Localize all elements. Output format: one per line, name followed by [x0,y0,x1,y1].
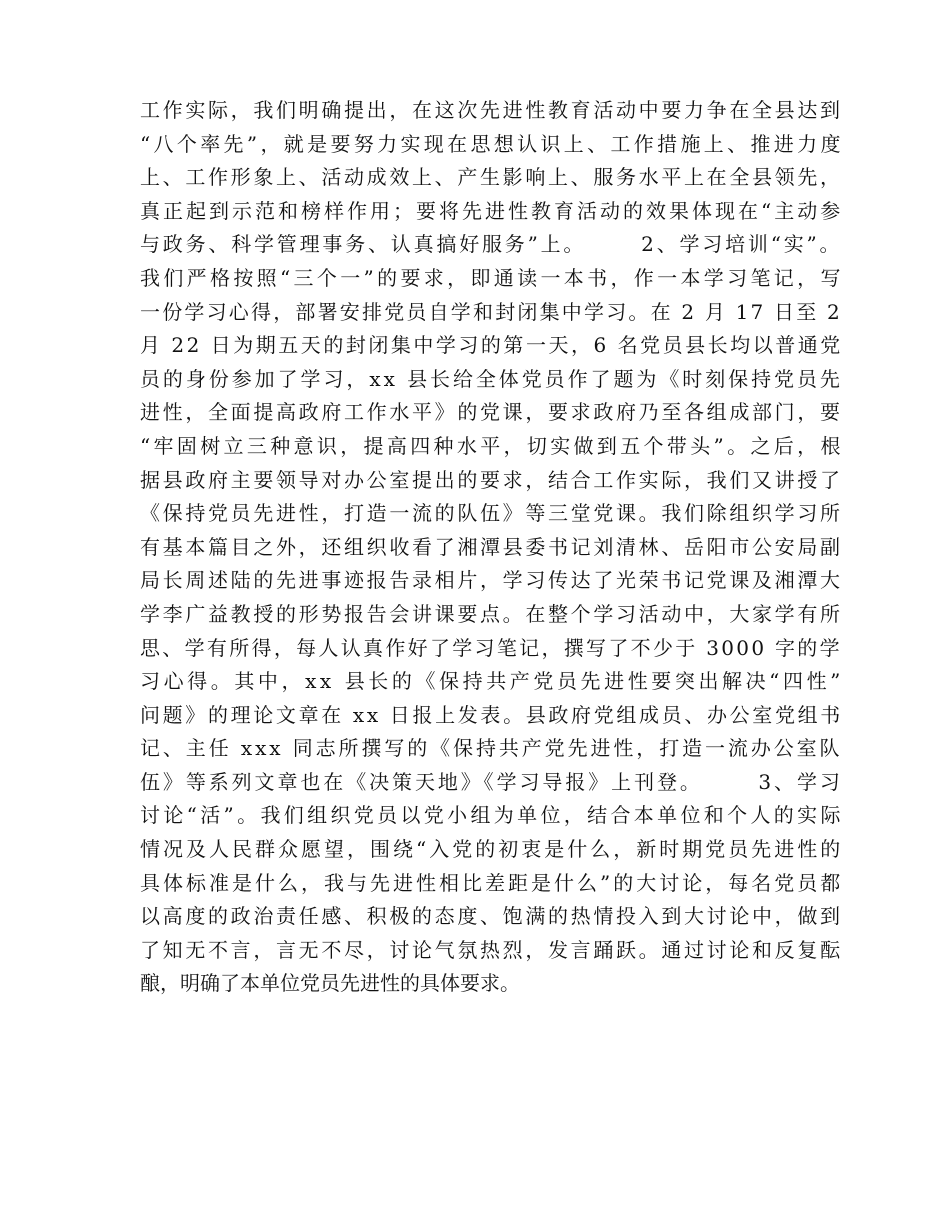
text-line-13: 《保持党员先进性，打造一流的队伍》等三堂党课。我们除组织学习所 [140,501,843,526]
text-line-23: 情况及人民群众愿望，围绕“入党的初衷是什么，新时期党员先进性的 [140,837,844,862]
text-line-27: 酿，明确了本单位党员先进性的具体要求。 [140,971,520,996]
text-line-14: 有基本篇目之外，还组织收看了湘潭县委书记刘清林、岳阳市公安局副 [140,534,843,559]
text-line-5: 与政务、科学管理事务、认真搞好服务”上。 2、学习培训“实”。 [140,232,843,257]
text-line-11: “牢固树立三种意识，提高四种水平，切实做到五个带头”。之后，根 [140,433,844,458]
text-line-21: 伍》等系列文章也在《决策天地》《学习导报》上刊登。 3、学习 [140,769,843,794]
text-line-15: 局长周述陆的先进事迹报告录相片，学习传达了光荣书记党课及湘潭大 [140,568,843,593]
text-line-25: 以高度的政治责任感、积极的态度、饱满的热情投入到大讨论中，做到 [140,904,843,929]
text-line-7: 一份学习心得，部署安排党员自学和封闭集中学习。在 2 月 17 日至 2 [140,299,842,324]
text-line-10: 进性，全面提高政府工作水平》的党课，要求政府乃至各组成部门，要 [140,400,843,425]
text-line-24: 具体标准是什么，我与先进性相比差距是什么”的大讨论，每名党员都 [140,870,844,895]
text-line-22: 讨论“活”。我们组织党员以党小组为单位，结合本单位和个人的实际 [140,803,844,828]
text-line-16: 学李广益教授的形势报告会讲课要点。在整个学习活动中，大家学有所 [140,601,843,626]
text-line-6: 我们严格按照“三个一”的要求，即通读一本书，作一本学习笔记，写 [140,265,844,290]
text-line-2: “八个率先”，就是要努力实现在思想认识上、工作措施上、推进力度 [140,131,844,156]
text-line-19: 问题》的理论文章在 xx 日报上发表。县政府党组成员、办公室党组书 [140,702,843,727]
text-line-4: 真正起到示范和榜样作用；要将先进性教育活动的效果体现在“主动参 [140,198,844,223]
text-line-3: 上、工作形象上、活动成效上、产生影响上、服务水平上在全县领先， [140,165,843,190]
body-text [140,94,844,1001]
text-line-1: 工作实际，我们明确提出，在这次先进性教育活动中要力争在全县达到 [140,98,843,122]
text-line-26: 了知无不言，言无不尽，讨论气氛热烈，发言踊跃。通过讨论和反复酝 [140,937,843,962]
text-line-12: 据县政府主要领导对办公室提出的要求，结合工作实际，我们又讲授了 [140,467,843,492]
text-line-20: 记、主任 xxx 同志所撰写的《保持共产党先进性，打造一流办公室队 [140,736,843,761]
text-line-8: 月 22 日为期五天的封闭集中学习的第一天，6 名党员县长均以普通党 [140,333,843,358]
text-line-9: 员的身份参加了学习，xx 县长给全体党员作了题为《时刻保持党员先 [140,366,843,391]
text-line-17: 思、学有所得，每人认真作好了学习笔记，撰写了不少于 3000 字的学 [140,635,842,660]
text-line-18: 习心得。其中，xx 县长的《保持共产党员先进性要突出解决“四性” [140,669,844,694]
